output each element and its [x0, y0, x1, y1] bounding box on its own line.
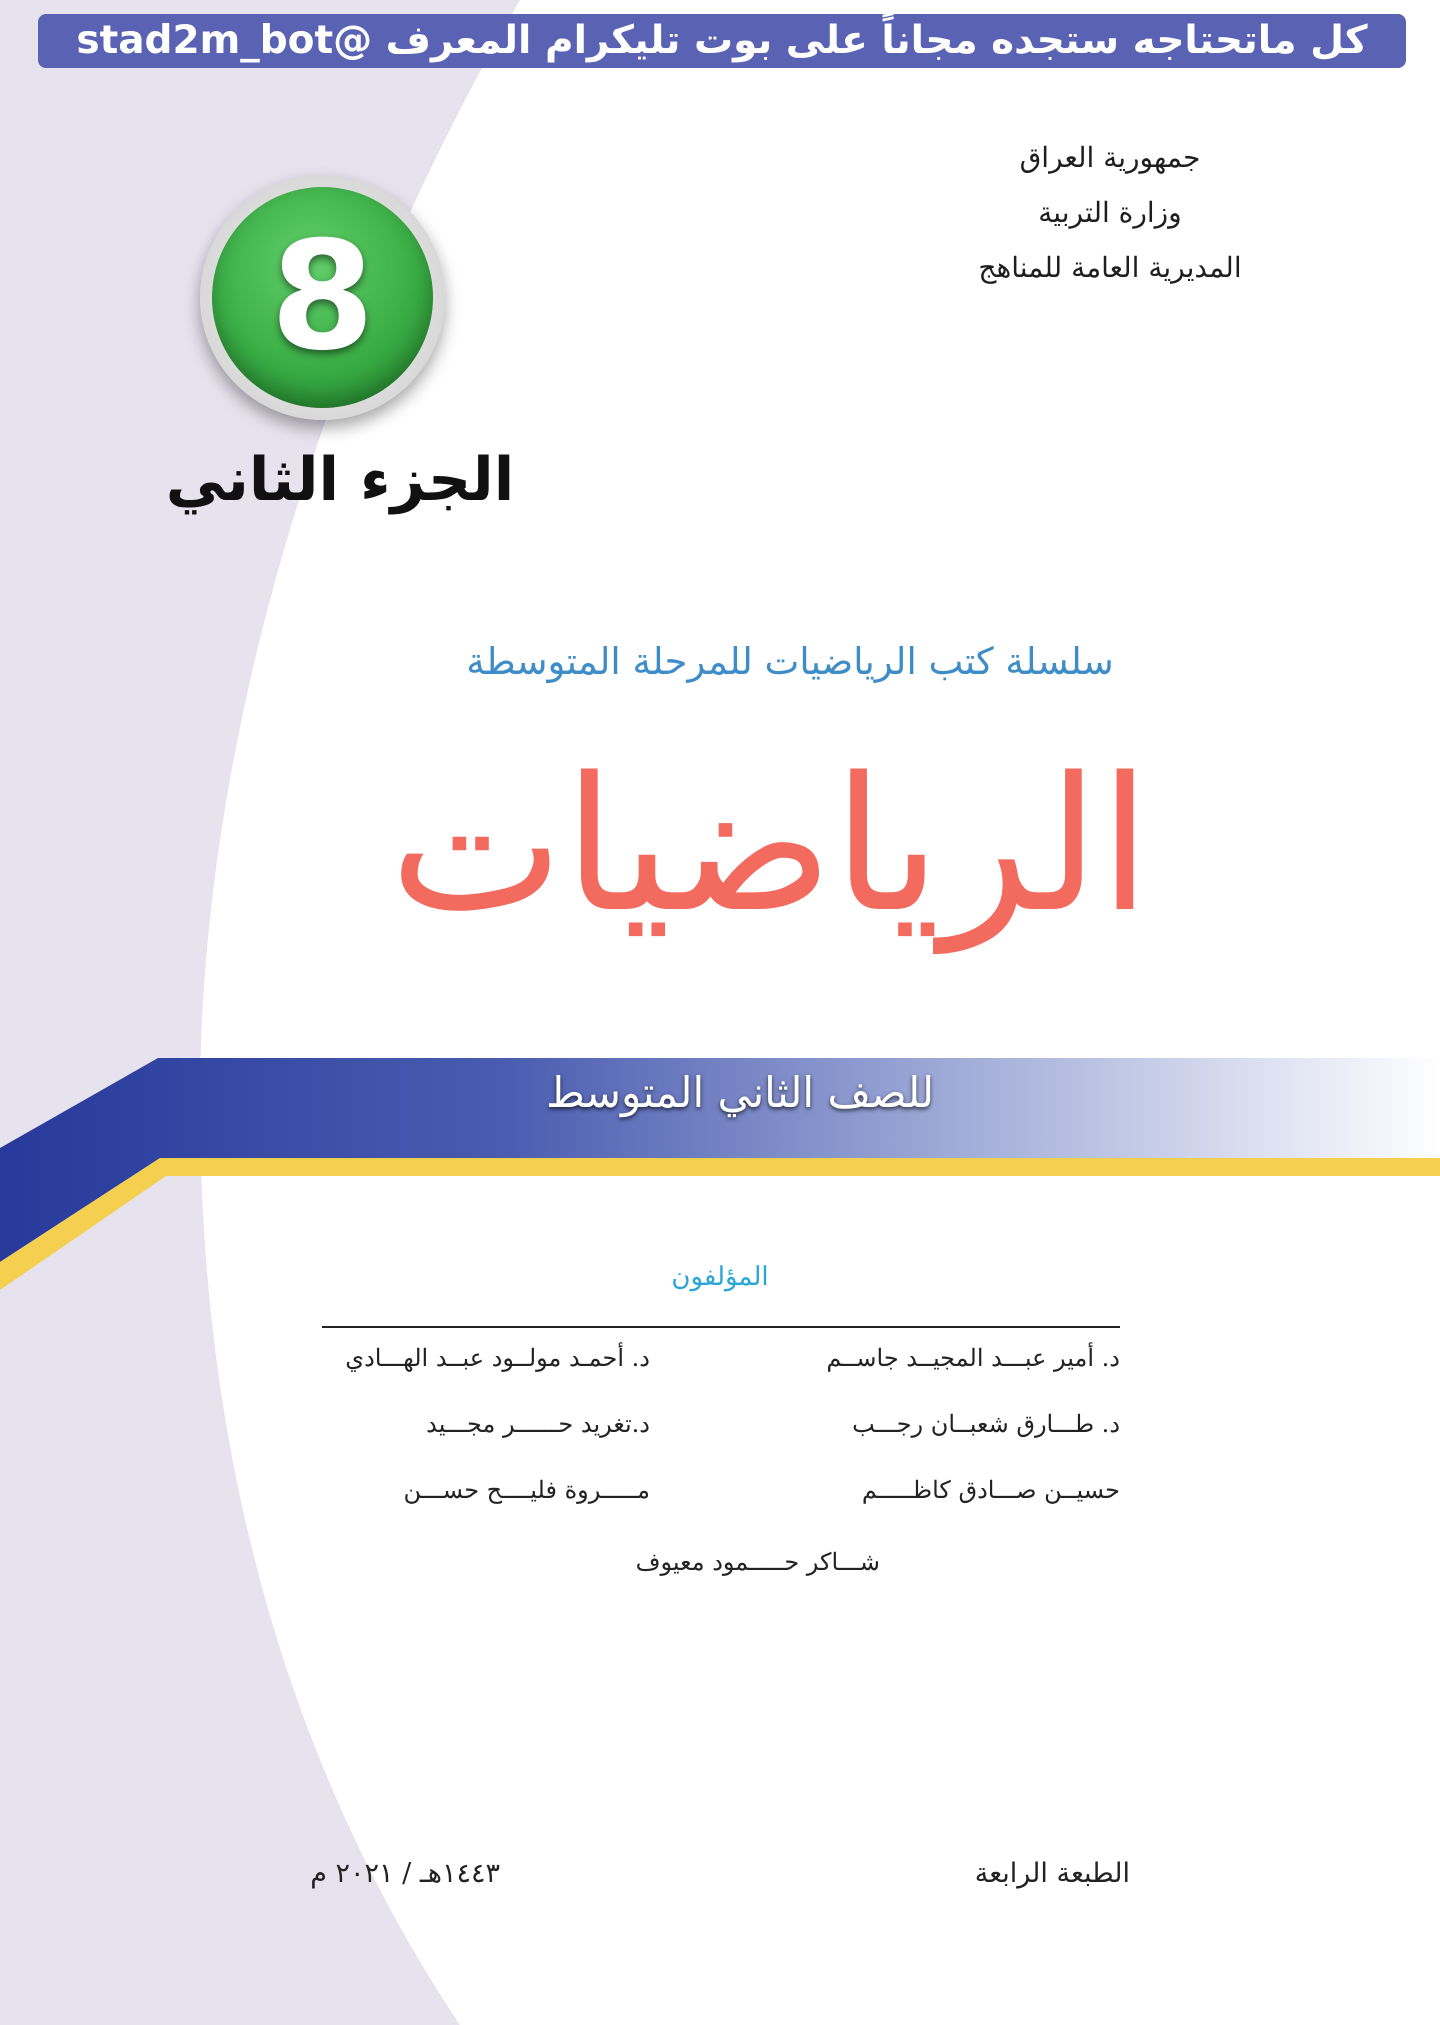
grade-badge-inner: [212, 187, 433, 408]
author-name: د.تغريد حــــــر مجـــيد: [426, 1410, 650, 1438]
author-name: د. طـــارق شعبــان رجـــب: [852, 1410, 1120, 1438]
publication-date: ١٤٤٣هـ / ٢٠٢١ م: [310, 1858, 500, 1889]
grade-title: للصف الثاني المتوسط: [545, 1068, 935, 1117]
telegram-banner: كل ماتحتاجه ستجده مجاناً على بوت تليكرام المعرف @stad2m_bot: [38, 14, 1406, 68]
series-title: سلسلة كتب الرياضيات للمرحلة المتوسطة: [466, 640, 1114, 683]
grade-badge: [200, 175, 445, 420]
author-name: حسيــن صـــادق كاظـــــم: [861, 1476, 1120, 1504]
author-name: د. أمير عبـــد المجيــد جاســم: [826, 1344, 1120, 1372]
directorate-line: المديرية العامة للمناهج: [978, 251, 1242, 284]
author-name: د. أحمـد مولــود عبــد الهـــادي: [345, 1344, 650, 1372]
authors-heading: المؤلفون: [671, 1262, 769, 1292]
grade-number: 8: [270, 210, 375, 384]
author-name: مـــــروة فليــــح حســـن: [403, 1476, 650, 1504]
authors-divider: [322, 1326, 1120, 1328]
part-label: الجزء الثاني: [165, 445, 515, 515]
ministry-header: [960, 130, 1260, 295]
country-line: جمهورية العراق: [1019, 141, 1201, 174]
ministry-line: وزارة التربية: [1038, 196, 1182, 229]
edition-label: الطبعة الرابعة: [974, 1858, 1130, 1889]
author-name: شـــاكر حـــــمود معيوف: [635, 1548, 880, 1576]
subject-title: الرياضيات: [389, 737, 1151, 953]
